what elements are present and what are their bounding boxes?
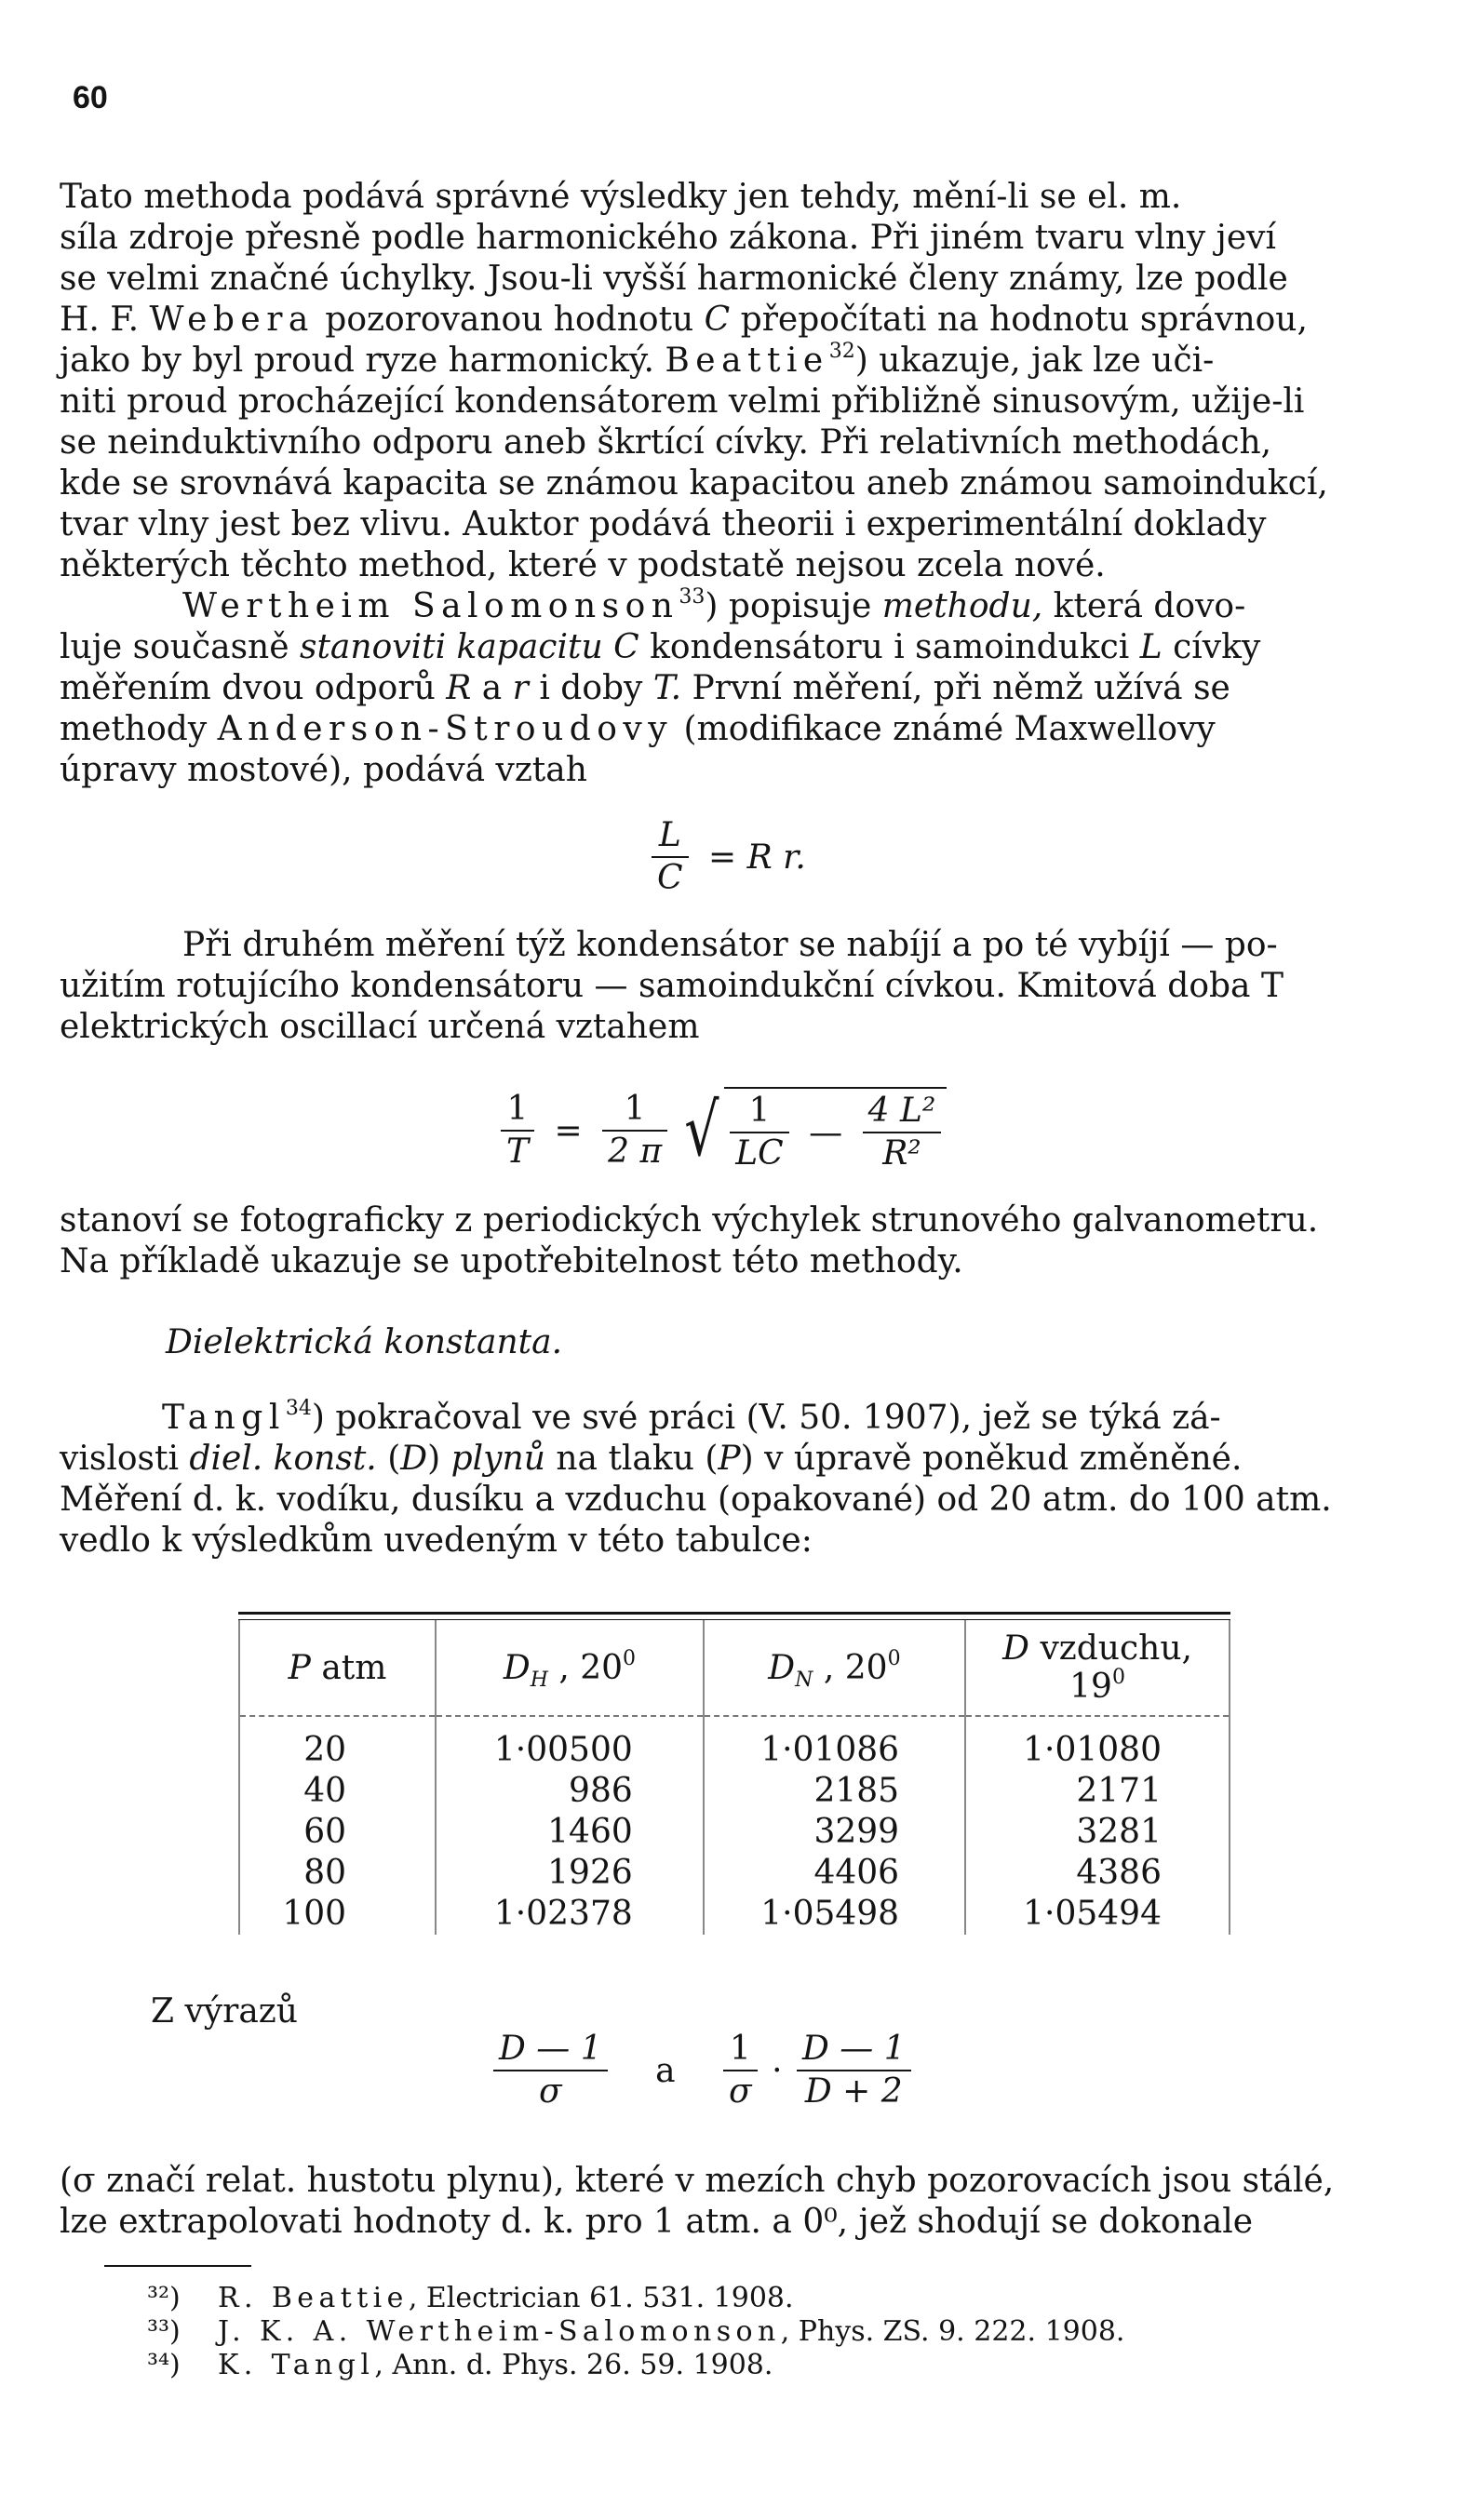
author-name: Webera: [149, 301, 315, 339]
text-line: stanoví se fotograficky z periodických výchylek strunového galvanometru.: [60, 1201, 1319, 1240]
paragraph-2: [60, 586, 1400, 791]
table-cell: 60: [239, 1812, 436, 1853]
text-line: H. F. Webera pozorovanou hodnotu C přepočítati na hodnotu správnou,: [60, 301, 1308, 339]
text-line: užitím rotujícího kondensátoru — samoindukční cívkou. Kmitová doba T: [60, 967, 1284, 1005]
text-line: methody Anderson-Stroudovy (modifikace známé Maxwellovy: [60, 710, 1216, 748]
text-line: (σ značí relat. hustotu plynu), které v mezích chyb pozorovacích jsou stálé,: [60, 2162, 1335, 2200]
table-cell: 20: [239, 1716, 436, 1771]
text-line: síla zdroje přesně podle harmonického zákona. Při jiném tvaru vlny jeví: [60, 219, 1276, 257]
table-cell: 1·02378: [436, 1894, 704, 1935]
text-line: Na příkladě ukazuje se upotřebitelnost této methody.: [60, 1242, 963, 1280]
table-cell: 4386: [965, 1853, 1230, 1894]
author-name: Wertheim Salomonson: [182, 587, 679, 625]
sqrt-sign: √: [683, 1089, 719, 1173]
paragraph-3: [60, 925, 1400, 1048]
text-line: luje současně stanoviti kapacitu C kondensátoru i samoindukci L cívky: [60, 628, 1261, 666]
radicand: $\frac{1}{LC}$ — $\frac{\text{4 L²}}{\text{R²}}$: [724, 1087, 947, 1174]
text-line: úpravy mostové), podává vztah: [60, 751, 587, 789]
footnote-ref: 33: [679, 585, 706, 609]
page-number: 60: [73, 80, 108, 115]
table-cell: 3299: [704, 1812, 965, 1853]
table-cell: 100: [239, 1894, 436, 1935]
table-cell: 1·05498: [704, 1894, 965, 1935]
text-line: tvar vlny jest bez vlivu. Auktor podává theorii i experimentální doklady: [60, 505, 1267, 543]
col-header-pressure: P atm: [239, 1620, 436, 1716]
fraction: $\frac{1}{T}$: [501, 1089, 534, 1173]
fraction: $\frac{1}{\sigma}$: [723, 2029, 758, 2112]
fraction: $\frac{\text{4 L²}}{\text{R²}}$: [863, 1091, 942, 1174]
table-row: [239, 1812, 1230, 1853]
footnote-32: ³²) R. Beattie, Electrician 61. 531. 1908.: [147, 2282, 794, 2314]
text-line: vislosti diel. konst. (D) plynů na tlaku (P) v úpravě poněkud změněné.: [60, 1440, 1243, 1478]
table-cell: 1·01080: [965, 1716, 1230, 1771]
table-cell: 40: [239, 1771, 436, 1812]
text-line: Měření d. k. vodíku, dusíku a vzduchu (opakované) od 20 atm. do 100 atm.: [60, 1481, 1332, 1519]
text-line: Při druhém měření týž kondensátor se nabíjí a po té vybíjí — po-: [182, 926, 1278, 964]
table-row: [239, 1894, 1230, 1935]
footnote-ref: 32: [828, 340, 855, 363]
col-header-nitrogen: $D_N$ , $20^0$: [704, 1620, 965, 1716]
text-line: se neinduktivního odporu aneb škrtící cívky. Při relativních methodách,: [60, 423, 1272, 462]
text-line: vedlo k výsledkům uvedeným v této tabulce:: [60, 1521, 813, 1560]
text-line: lze extrapolovati hodnoty d. k. pro 1 atm. a 0⁰, jež shodují se dokonale: [60, 2203, 1254, 2241]
paragraph-4: [60, 1200, 1400, 1282]
fraction: $\frac{D — 1}{D + 2}$: [797, 2029, 911, 2112]
table-cell: 1926: [436, 1853, 704, 1894]
table-cell: 1·05494: [965, 1894, 1230, 1935]
table-cell: 2171: [965, 1771, 1230, 1812]
fraction: $\frac{1}{LC}$: [730, 1091, 788, 1174]
table-cell: 2185: [704, 1771, 965, 1812]
section-heading: Dielektrická konstanta.: [166, 1323, 563, 1361]
z-vyrazu-text: Z výrazů: [151, 1992, 298, 2031]
table-cell: 986: [436, 1771, 704, 1812]
author-name: Anderson-Stroudovy: [217, 710, 674, 748]
table-cell: 4406: [704, 1853, 965, 1894]
data-table: [238, 1612, 1230, 1935]
table-row: [239, 1853, 1230, 1894]
text-line: niti proud procházející kondensátorem velmi přibližně sinusovým, užije-li: [60, 382, 1305, 421]
text-line: Wertheim Salomonson$^{33}$) popisuje methodu, která dovo-: [182, 585, 1246, 625]
table-cell: 1·00500: [436, 1716, 704, 1771]
table-cell: 1·01086: [704, 1716, 965, 1771]
table-row: [239, 1716, 1230, 1771]
paragraph-6: [60, 2161, 1400, 2243]
text-line: kde se srovnává kapacita se známou kapacitou aneb známou samoindukcí,: [60, 464, 1328, 503]
footnote-ref: 34: [285, 1397, 312, 1420]
table-cell: 1460: [436, 1812, 704, 1853]
formula-expressions: $\frac{D — 1}{\sigma}$ a $\frac{1}{\sigma}$ · $\frac{D — 1}{D + 2}$: [493, 2029, 911, 2112]
formula-period: $\frac{1}{T}$ = $\frac{1}{2 \pi}$ √ $\frac{1}{LC}$ — $\frac{\text{4 L²}}{\text{R²}}$: [501, 1087, 947, 1174]
text-line: Tato methoda podává správné výsledky jen tehdy, mění-li se el. m.: [60, 178, 1182, 216]
paragraph-5: [60, 1398, 1400, 1562]
table-header-row: [239, 1620, 1230, 1716]
table-top-rule: [238, 1612, 1230, 1615]
table-cell: 80: [239, 1853, 436, 1894]
col-header-air: D vzduchu, $19^0$: [965, 1620, 1230, 1716]
text-line: některých těchto method, které v podstatě nejsou zcela nové.: [60, 546, 1106, 584]
author-name: Tangl: [162, 1399, 286, 1437]
author-name: Beattie: [665, 342, 829, 380]
table-row: [239, 1771, 1230, 1812]
text-line: Tangl$^{34}$) pokračoval ve své práci (V. 50. 1907), jež se týká zá-: [162, 1397, 1221, 1437]
text-line: měřením dvou odporů R a r i doby T. První měření, při němž užívá se: [60, 669, 1230, 707]
footnote-34: ³⁴) K. Tangl, Ann. d. Phys. 26. 59. 1908.: [147, 2349, 773, 2381]
text-line: elektrických oscillací určená vztahem: [60, 1008, 700, 1046]
footnote-33: ³³) J. K. A. Wertheim-Salomonson, Phys. ZS. 9. 222. 1908.: [147, 2315, 1125, 2348]
fraction: $\frac{L}{C}$: [652, 815, 689, 899]
fraction: $\frac{1}{2 \pi}$: [602, 1089, 667, 1173]
paragraph-1: [60, 177, 1400, 586]
fraction: $\frac{D — 1}{\sigma}$: [493, 2029, 608, 2112]
dielectric-table: [238, 1620, 1230, 1935]
text-line: se velmi značné úchylky. Jsou-li vyšší harmonické členy známy, lze podle: [60, 260, 1288, 298]
table-cell: 3281: [965, 1812, 1230, 1853]
col-header-hydrogen: $D_H$ , $20^0$: [436, 1620, 704, 1716]
footnote-rule: [104, 2265, 251, 2267]
formula-l-over-c: $\frac{L}{C}$ = R r.: [652, 815, 815, 899]
text-line: jako by byl proud ryze harmonický. Beattie$^{32}$) ukazuje, jak lze uči-: [60, 340, 1215, 380]
